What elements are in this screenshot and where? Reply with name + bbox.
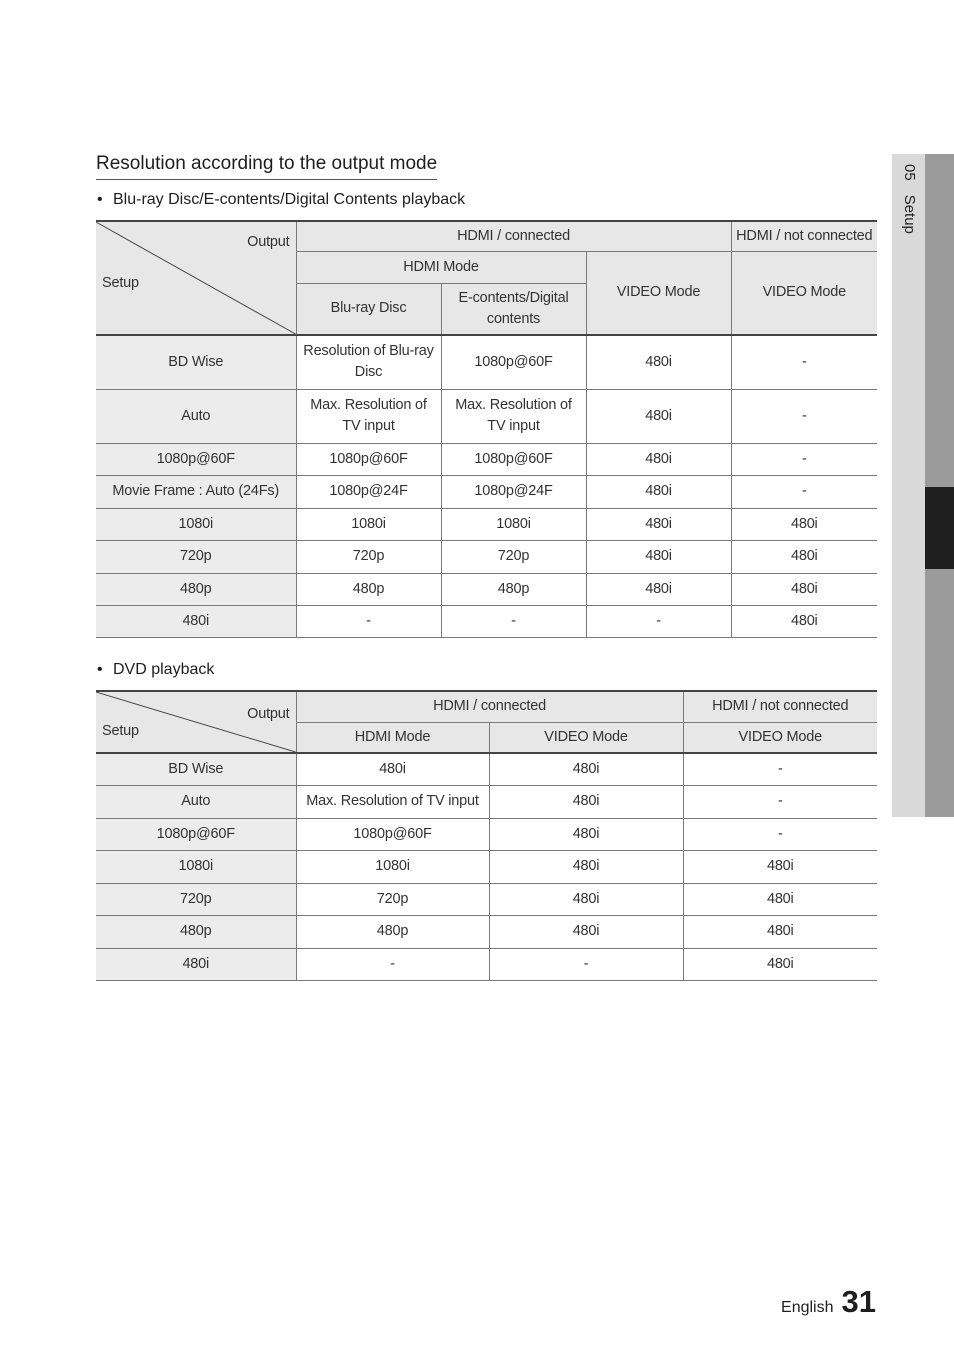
value-cell: -	[731, 475, 877, 508]
section2-title: DVD playback	[113, 661, 215, 678]
value-cell: -	[441, 605, 586, 637]
setup-cell: BD Wise	[96, 753, 296, 785]
value-cell: Max. Resolution of TV input	[296, 389, 441, 443]
value-cell: 480i	[489, 915, 683, 948]
value-cell: 720p	[296, 540, 441, 573]
value-cell: 480i	[683, 850, 877, 883]
table-row	[96, 475, 877, 508]
value-cell: 1080p@24F	[441, 475, 586, 508]
table-row	[96, 753, 877, 785]
header-econtents: E-contents/Digital contents	[441, 283, 586, 335]
value-cell: -	[296, 605, 441, 637]
page-heading: Resolution according to the output mode	[96, 153, 437, 180]
value-cell: 1080p@60F	[296, 818, 489, 850]
table-row	[96, 785, 877, 818]
value-cell: 1080i	[441, 508, 586, 540]
bluray-resolution-table	[96, 220, 877, 638]
setup-cell: Movie Frame : Auto (24Fs)	[96, 475, 296, 508]
header-video-mode-not-connected: VIDEO Mode	[731, 251, 877, 335]
value-cell: 480i	[586, 573, 731, 605]
value-cell: 480i	[731, 540, 877, 573]
bullet-dot: •	[97, 191, 103, 208]
value-cell: -	[731, 443, 877, 475]
table-row	[96, 508, 877, 540]
setup-cell: 1080p@60F	[96, 443, 296, 475]
setup-cell: 480i	[96, 605, 296, 637]
setup-cell: Auto	[96, 389, 296, 443]
value-cell: 1080p@24F	[296, 475, 441, 508]
table-corner-cell	[96, 221, 296, 335]
value-cell: -	[683, 753, 877, 785]
value-cell: 480i	[731, 605, 877, 637]
value-cell: 480p	[441, 573, 586, 605]
value-cell: 1080p@60F	[296, 443, 441, 475]
setup-cell: 1080i	[96, 508, 296, 540]
value-cell: Max. Resolution of TV input	[296, 785, 489, 818]
value-cell: 480i	[586, 335, 731, 389]
setup-cell: Auto	[96, 785, 296, 818]
setup-cell: 1080p@60F	[96, 818, 296, 850]
bullet-dot: •	[97, 661, 103, 678]
value-cell: 720p	[441, 540, 586, 573]
value-cell: 480p	[296, 915, 489, 948]
table-row	[96, 948, 877, 980]
header-hdmi-connected: HDMI / connected	[296, 221, 731, 251]
value-cell: 1080i	[296, 508, 441, 540]
value-cell: 1080p@60F	[441, 335, 586, 389]
value-cell: 480i	[489, 850, 683, 883]
setup-cell: 480p	[96, 915, 296, 948]
header-video-mode-not-connected: VIDEO Mode	[683, 722, 877, 753]
table-row	[96, 389, 877, 443]
setup-cell: 480p	[96, 573, 296, 605]
value-cell: -	[586, 605, 731, 637]
header-bluray-disc: Blu-ray Disc	[296, 283, 441, 335]
value-cell: 480i	[489, 785, 683, 818]
table-row	[96, 915, 877, 948]
value-cell: 480i	[731, 573, 877, 605]
header-hdmi-not-connected: HDMI / not connected	[683, 691, 877, 722]
header-video-mode-connected: VIDEO Mode	[489, 722, 683, 753]
setup-cell: 480i	[96, 948, 296, 980]
value-cell: Max. Resolution of TV input	[441, 389, 586, 443]
table-row	[96, 540, 877, 573]
header-hdmi-mode: HDMI Mode	[296, 722, 489, 753]
table-row	[96, 443, 877, 475]
value-cell: 1080i	[296, 850, 489, 883]
value-cell: 480i	[489, 753, 683, 785]
dvd-resolution-table	[96, 690, 877, 981]
value-cell: 1080p@60F	[441, 443, 586, 475]
value-cell: 480i	[731, 508, 877, 540]
value-cell: 480i	[489, 883, 683, 915]
chapter-title: Setup	[901, 194, 918, 234]
page-number: 31	[841, 1284, 876, 1319]
corner-setup-label: Setup	[102, 723, 139, 739]
corner-setup-label: Setup	[102, 275, 139, 291]
table-row	[96, 573, 877, 605]
table-row	[96, 818, 877, 850]
side-tab-strip	[925, 154, 954, 817]
side-tab-active-marker	[925, 487, 954, 569]
table-corner-cell	[96, 691, 296, 753]
value-cell: 480i	[586, 475, 731, 508]
footer-language: English	[781, 1299, 834, 1316]
setup-cell: 720p	[96, 540, 296, 573]
table-row	[96, 335, 877, 389]
value-cell: 480i	[683, 948, 877, 980]
section2-bullet-heading	[97, 661, 214, 679]
setup-cell: BD Wise	[96, 335, 296, 389]
value-cell: 480i	[296, 753, 489, 785]
header-hdmi-not-connected: HDMI / not connected	[731, 221, 877, 251]
value-cell: 480i	[586, 443, 731, 475]
corner-output-label: Output	[247, 706, 290, 722]
chapter-label	[901, 164, 918, 234]
section1-title: Blu-ray Disc/E-contents/Digital Contents playback	[113, 191, 466, 208]
value-cell: 480i	[489, 818, 683, 850]
table-row	[96, 605, 877, 637]
value-cell: -	[731, 335, 877, 389]
section1-bullet-heading	[97, 191, 465, 209]
setup-cell: 720p	[96, 883, 296, 915]
value-cell: 480i	[586, 389, 731, 443]
chapter-number: 05	[901, 164, 918, 181]
value-cell: 480i	[683, 915, 877, 948]
value-cell: -	[296, 948, 489, 980]
setup-cell: 1080i	[96, 850, 296, 883]
header-hdmi-mode: HDMI Mode	[296, 251, 586, 283]
chapter-side-tab	[892, 154, 954, 817]
page-footer	[781, 1284, 876, 1320]
value-cell: -	[683, 818, 877, 850]
header-hdmi-connected: HDMI / connected	[296, 691, 683, 722]
value-cell: Resolution of Blu-ray Disc	[296, 335, 441, 389]
corner-output-label: Output	[247, 234, 290, 250]
value-cell: 480i	[586, 508, 731, 540]
table-row	[96, 850, 877, 883]
value-cell: 480i	[586, 540, 731, 573]
value-cell: -	[489, 948, 683, 980]
value-cell: 480i	[683, 883, 877, 915]
value-cell: -	[731, 389, 877, 443]
value-cell: 480p	[296, 573, 441, 605]
header-video-mode-connected: VIDEO Mode	[586, 251, 731, 335]
value-cell: -	[683, 785, 877, 818]
value-cell: 720p	[296, 883, 489, 915]
table-row	[96, 883, 877, 915]
